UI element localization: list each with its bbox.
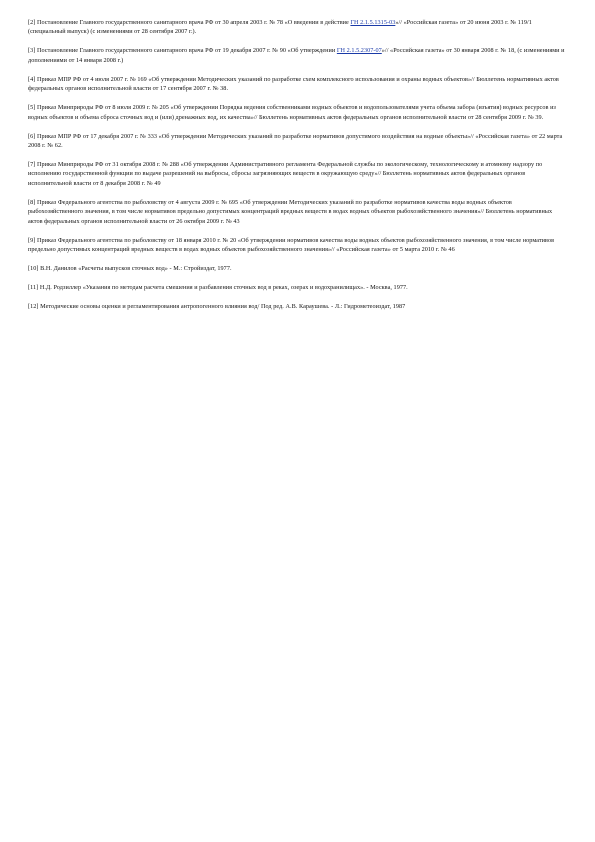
- reference-item-11: [11] Н.Д. Родзиллер «Указания по методам расчета смешения и разбавления сточных вод в реках, озерах и водохранилищах». - Москва, 1977.: [28, 284, 408, 292]
- reference-text: [3] Постановление Главного государственного санитарного врача РФ от 19 декабря 2007 г. № 90 «Об утверждении: [28, 47, 337, 55]
- reference-item-9: [9] Приказ Федерального агентства по рыболовству от 18 января 2010 г. № 20 «Об утверждении нормативов качества воды водных объектов рыбохозяйственного значения, в том числе нормативов предельно допустимых концентраций вредных веществ в водах водных объектов рыбохозяйственного значения»// «Российская газета» от 5 марта 2010 г. № 46: [28, 236, 555, 254]
- reference-item-4: [4] Приказ МПР РФ от 4 июля 2007 г. № 169 «Об утверждении Методических указаний по разработке схем комплексного использования и охраны водных объектов»// Бюллетень нормативных актов федеральных органов исполнительной власти от 17 сентября 2007 г. № 38.: [28, 75, 559, 93]
- reference-text: »// «Российская газета» от 20 июня 2003 г. № 119/1 (специальный выпуск) (с изменениями от 28 сентября 2007 г.).: [28, 19, 532, 36]
- reference-item-3: [28, 46, 568, 65]
- reference-item-10: [10] В.Н. Данилов «Расчеты выпусков сточных вод» - М.: Стройиздат, 1977.: [28, 265, 232, 273]
- reference-item-6: [6] Приказ МПР РФ от 17 декабря 2007 г. № 333 «Об утверждении Методических указаний по разработке нормативов допустимого воздействия на водные объекты»// «Российская газета» от 22 марта 2008 г. № 62.: [28, 132, 563, 150]
- reference-text: [2] Постановление Главного государственного санитарного врача РФ от 30 апреля 2003 г. № 78 «О введении в действие: [28, 19, 351, 26]
- reference-text: »// «Российская газета» от 30 января 2008 г. № 18, (с изменениями и дополнениями от 14 января 2008 г.): [28, 47, 565, 64]
- reference-item-12: [12] Методические основы оценки и регламентирования антропогенного влияния вод/ Под ред. А.В. Караушева. - Л.: Гидрометеоиздат, 1987: [28, 303, 406, 311]
- reference-item-5: [5] Приказ Минприроды РФ от 8 июля 2009 г. № 205 «Об утверждении Порядка ведения собственниками водных объектов и водопользователями учета объема забора (изъятия) водных ресурсов из водных объектов и объема сброса сточных вод и (или) дренажных вод, их качества»// Бюллетень нормативных актов федеральных органов исполнительной власти от 28 сентября 2009 г. № 39.: [28, 104, 556, 121]
- reference-item-8: [8] Приказ Федерального агентства по рыболовству от 4 августа 2009 г. № 695 «Об утверждении Методических указаний по разработке нормативов качества воды водных объектов рыбохозяйственного значения, в том числе нормативов предельно допустимых концентраций вредных веществ в водах водных объектов рыбохозяйственного значения»// Бюллетень нормативных актов федеральных органов исполнительной власти от 26 октября 2009 г. № 43: [28, 198, 553, 225]
- reference-item-2: [28, 18, 568, 37]
- reference-link-gn-2-1-5-2307-07[interactable]: ГН 2.1.5.2307-07: [336, 47, 382, 55]
- reference-item-7: [7] Приказ Минприроды РФ от 31 октября 2008 г. № 288 «Об утверждении Административного регламента Федеральной службы по экологическому, технологическому и атомному надзору по исполнению государственной функции по выдаче разрешений на выбросы, сбросы загрязняющих веществ в окружающую среду»// Бюллетень нормативных актов федеральных органов исполнительной власти от 8 декабря 2008 г. № 49: [28, 161, 543, 187]
- reference-link-gn-2-1-5-1315-03[interactable]: ГН 2.1.5.1315-03: [350, 19, 396, 26]
- reference-list: [28, 18, 568, 321]
